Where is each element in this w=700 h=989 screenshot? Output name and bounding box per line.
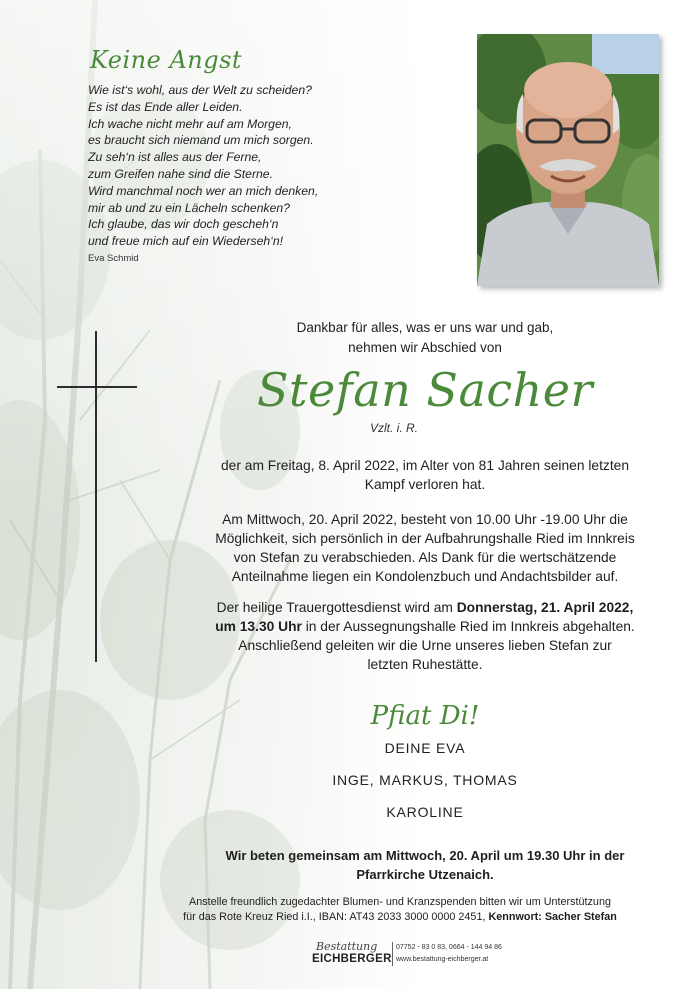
prayer-line: Wir beten gemeinsam am Mittwoch, 20. April um 19.30 Uhr in der	[225, 848, 625, 863]
paragraph-line: Anschließend geleiten wir die Urne unseres lieben Stefan zur	[238, 638, 612, 653]
deceased-name: Stefan Sacher	[257, 363, 593, 417]
poem-block	[88, 46, 418, 264]
prayer-notice	[170, 846, 680, 884]
text-segment: für das Rote Kreuz Ried i.I., IBAN: AT43 2033 3000 0000 2451,	[183, 911, 489, 923]
logo-script: Bestattung	[316, 940, 378, 953]
paragraph-line: Anteilnahme liegen ein Kondolenzbuch und Andachtsbilder auf.	[231, 569, 619, 584]
mourner-name: DEINE EVA	[384, 740, 466, 756]
poem-line: mir ab und zu ein Lächeln schenken?	[88, 200, 290, 215]
cross-symbol-horizontal	[57, 386, 137, 388]
poem-line: es braucht sich niemand um mich sorgen.	[88, 133, 314, 148]
paragraph-line: Am Mittwoch, 20. April 2022, besteht von 10.00 Uhr -19.00 Uhr die	[222, 512, 628, 527]
poem-line: Ich wache nicht mehr auf am Morgen,	[88, 116, 292, 131]
funeral-home-footer	[312, 940, 512, 970]
paragraph-line	[170, 598, 680, 617]
donation-line	[140, 910, 660, 925]
deceased-title: Vzlt. i. R.	[370, 421, 419, 435]
viewing-paragraph	[170, 510, 680, 586]
portrait-photo	[477, 34, 659, 286]
paragraph-line: der am Freitag, 8. April 2022, im Alter von 81 Jahren seinen letzten	[221, 458, 629, 473]
paragraph-line: letzten Ruhestätte.	[367, 657, 483, 672]
donation-notice	[140, 895, 660, 925]
death-notice-paragraph	[170, 456, 680, 494]
poem-line: und freue mich auf ein Wiederseh‘n!	[88, 234, 283, 249]
mourner-name: KAROLINE	[386, 804, 464, 820]
poem-line: Ich glaube, das wir doch gescheh‘n	[88, 217, 279, 232]
contact-website: www.bestattung-eichberger.at	[396, 956, 489, 963]
service-date: Donnerstag, 21. April 2022,	[456, 600, 634, 615]
poem-line: zum Greifen nahe sind die Sterne.	[88, 166, 273, 181]
prayer-line: Pfarrkirche Utzenaich.	[356, 867, 494, 882]
text-segment: in der Aussegnungshalle Ried im Innkreis abgehalten.	[301, 619, 635, 634]
poem-line: Es ist das Ende aller Leiden.	[88, 99, 243, 114]
footer-divider	[392, 942, 393, 966]
poem-author: Eva Schmid	[88, 252, 139, 264]
intro-line: Dankbar für alles, was er uns war und gab,	[296, 320, 554, 335]
service-time: um 13.30 Uhr	[215, 619, 302, 634]
contact-phone: 07752 - 83 0 83, 0664 - 144 94 86	[396, 944, 502, 951]
paragraph-line: Möglichkeit, sich persönlich in der Aufbahrungshalle Ried im Innkreis	[215, 531, 635, 546]
poem-line: Wie ist‘s wohl, aus der Welt zu scheiden?	[88, 83, 312, 97]
poem-line: Wird manchmal noch wer an mich denken,	[88, 183, 319, 198]
donation-line: Anstelle freundlich zugedachter Blumen- und Kranzspenden bitten wir um Unterstützung	[189, 896, 611, 908]
text-segment: Der heilige Trauergottesdienst wird am	[216, 600, 457, 615]
intro-text	[170, 318, 680, 358]
paragraph-line	[170, 617, 680, 636]
paragraph-line: Kampf verloren hat.	[364, 477, 486, 492]
funeral-service-paragraph	[170, 598, 680, 674]
logo-name: EICHBERGER	[312, 953, 392, 965]
cross-symbol-vertical	[95, 331, 97, 662]
farewell-heading: Pfiat Di!	[370, 701, 480, 731]
intro-line: nehmen wir Abschied von	[348, 340, 502, 355]
poem-title: Keine Angst	[90, 46, 243, 74]
mourner-name: INGE, MARKUS, THOMAS	[332, 772, 518, 788]
donation-keyword: Kennwort: Sacher Stefan	[488, 911, 617, 923]
poem-line: Zu seh‘n ist alles aus der Ferne,	[88, 150, 262, 165]
paragraph-line: von Stefan zu verabschieden. Als Dank für die wertschätzende	[233, 550, 617, 565]
